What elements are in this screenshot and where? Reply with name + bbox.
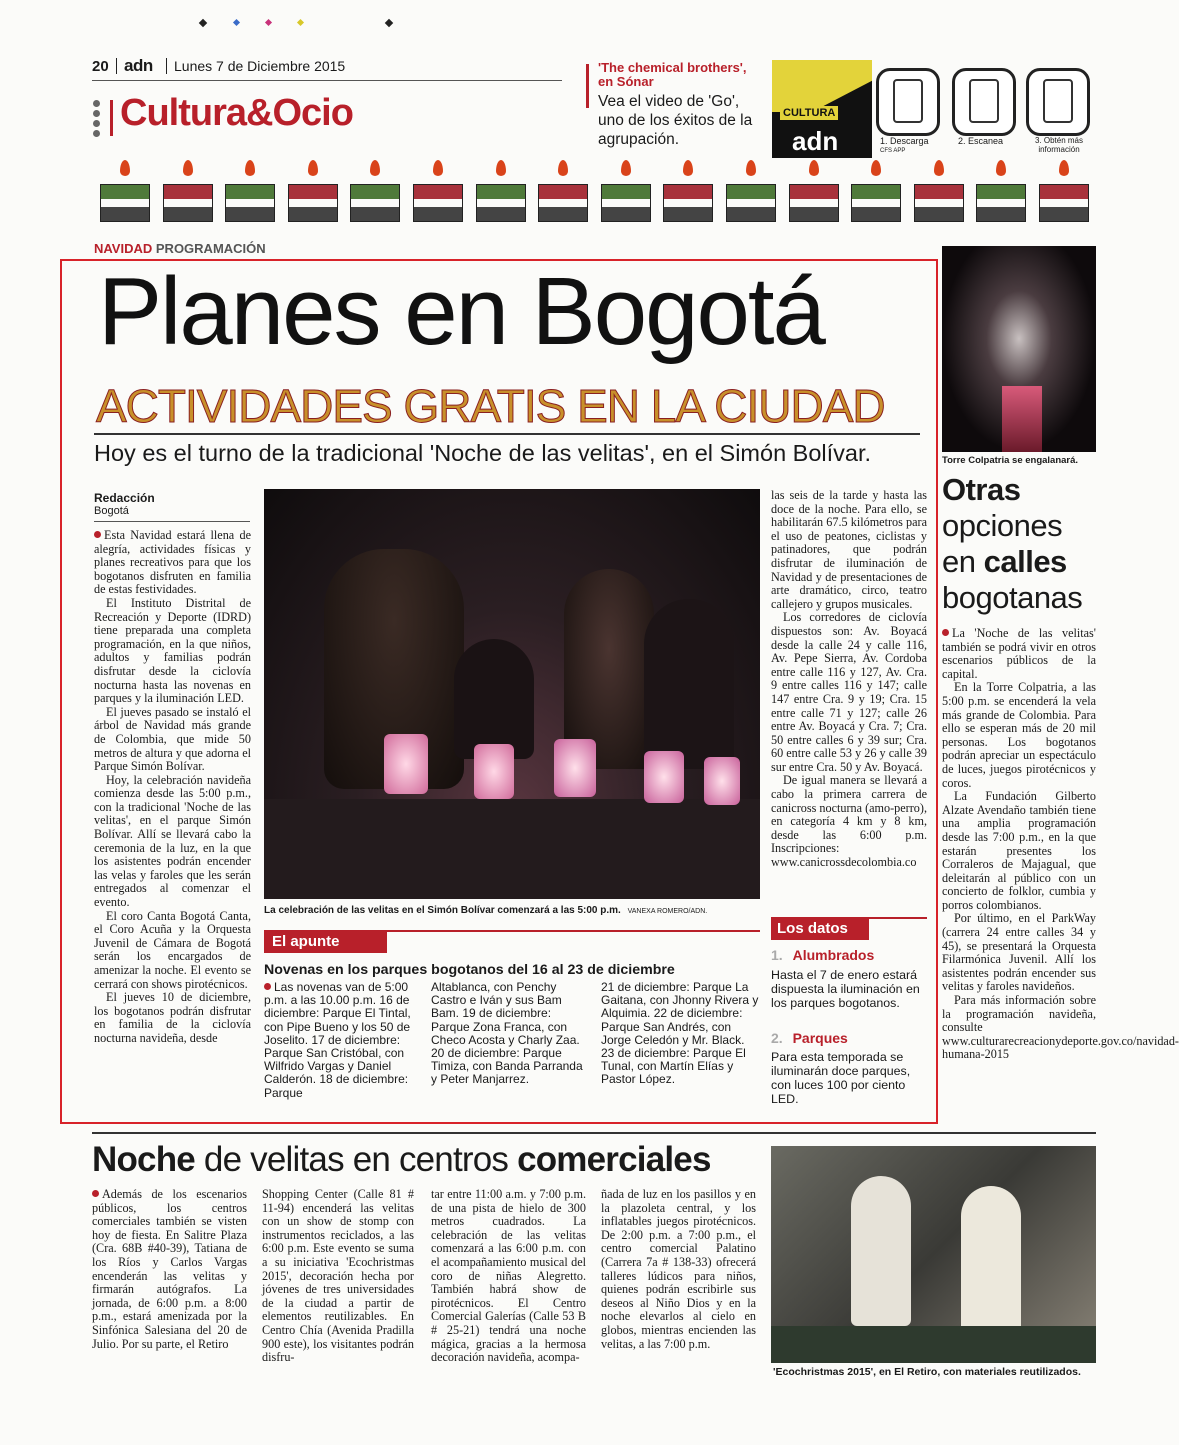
candle-icon	[413, 160, 463, 222]
sidebar-photo-caption: Torre Colpatria se engalanará.	[942, 455, 1079, 466]
candle-icon	[1039, 160, 1089, 222]
bottom-col-2: Shopping Center (Calle 81 # 11-94) encenderá las velitas con un show de stomp con instrumentos reciclados, a las 6:00 p.m. Este evento se suma a su iniciativa 'Ecochristmas 2015', decoración hecha por jóvenes de tres universidades de la ciudad a partir de elementos reutilizables. En Centro Chía (Avenida Pradilla 900 este), los visitantes podrán disfru-	[262, 1187, 414, 1365]
datos-item-1-num: 1.	[771, 947, 783, 963]
page-number: 20	[92, 58, 109, 75]
registration-marks	[200, 20, 400, 30]
promo-title: 'The chemical brothers', en Sónar	[598, 60, 747, 89]
paragraph: Esta Navidad estará llena de alegría, actividades físicas y planes recreativos para que los bogotanos disfruten en familia de estas festividades.	[94, 528, 251, 597]
article-col-1	[94, 529, 251, 1109]
paragraph: El coro Canta Bogotá Canta, el Coro Acuña y la Orquesta Juvenil de Cámara de Bogotá serán los encargados de amenizar la noche. El evento se cerrará con shows pirotécnicos.	[94, 908, 251, 991]
section-bar	[110, 100, 113, 136]
kicker-programacion: PROGRAMACIÓN	[155, 241, 266, 256]
bottom-col-3: tar entre 11:00 a.m. y 7:00 p.m. de una pista de hielo de 300 metros cuadrados. La celebración de las velitas comenzará a las 6:00 p.m. con el acompañamiento musical del coro de niñas Alegretto. También habrá show de pirotécnicos. El Centro Comercial Galerías (Calle 53 B # 25-21) tendrá una noche mágica, gracias a la hermosa decoración navideña, acompa-	[431, 1187, 586, 1365]
bottom-title: Noche de velitas en centros comerciales	[92, 1140, 711, 1179]
promo-text: Vea el video de 'Go', uno de los éxitos de la agrupación.	[598, 93, 753, 148]
header-date: Lunes 7 de Diciembre 2015	[174, 58, 346, 74]
apunte-col-2: Altablanca, con Penchy Castro e Iván y sus Bam Bam. 19 de diciembre: Parque Zona Franca, con Checo Acosta y Charly Zaa. 20 de diciembre: Parque Timiza, con Banda Parranda y Peter Manjarrez.	[431, 980, 583, 1087]
datos-item-1-text: Hasta el 7 de enero estará dispuesta la iluminación en los parques bogotanos.	[771, 968, 920, 1010]
datos-item-1-head: 1. Alumbrados	[771, 947, 875, 963]
datos-item-2-text: Para esta temporada se iluminarán doce parques, con luces 100 por ciento LED.	[771, 1050, 911, 1106]
bottom-col-4: ñada de luz en los pasillos y en la plazoleta central, y los inflatables juegos pirotécnicos. De 2:00 p.m. a 7:00 p.m., el centro comercial Palatino (Carrera 7a # 138-33) ofrecerá talleres lúdicos para niños, quienes podrán escribirle sus deseos al Niño Dios y en la noche elevarlos al cielo en globos, mientras encienden las velitas, a las 7:00 p.m.	[601, 1187, 756, 1351]
bullet-icon	[942, 629, 949, 636]
apunte-label: El apunte	[264, 931, 387, 953]
byline-city: Bogotá	[94, 505, 129, 517]
apunte-col-3: 21 de diciembre: Parque La Gaitana, con Jhonny Rivera y Alquimia. 22 de diciembre: Parque San Andrés, con Jorge Celedón y Mr. Black. 23 de diciembre: Parque El Tunal, con Martín Elías y Pastor López.	[601, 980, 759, 1087]
paragraph: Los corredores de ciclovía dispuestos son: Av. Boyacá desde la calle 24 y calle 116, Av. Pepe Sierra, Av. Cordoba entre calle 116 y 127, Av. Cra. 9 entre calles 116 y 147; calle 147 entre Cra. 9 y 19; Cra. 15 entre calle 71 y 127; calle 26 entre Av. Boyacá y Cra. 7; Cra. 50 entre calles 6 y 39 sur; Cra. 60 entre calle 53 y 26 y calle 39 sur entre Cra. 50 y Av. Boyacá.	[771, 610, 927, 774]
paragraph: Hoy, la celebración navideña comienza desde las 5:00 p.m., con la tradicional 'Noche de las velitas', en el parque Simón Bolívar. Allí se llevará cabo la ceremonia de la luz, en la que los asistentes podrán encender las velas y faroles que les serán entregados al comenzar el evento.	[94, 772, 251, 910]
byline-rule	[94, 521, 250, 522]
candle-icon	[601, 160, 651, 222]
article-col-3	[771, 489, 927, 909]
candle-icon	[914, 160, 964, 222]
step-2-label: 2. Escanea	[958, 136, 1004, 146]
paragraph: La 'Noche de las velitas' también se podrá vivir en otros escenarios públicos de la capital.	[942, 626, 1096, 681]
header-logo: adn	[124, 56, 153, 75]
sidebar-title-4: bogotanas	[942, 580, 1083, 615]
ecochristmas-caption: 'Ecochristmas 2015', en El Retiro, con materiales reutilizados.	[773, 1366, 1081, 1378]
phone-info-icon	[1026, 68, 1090, 136]
candle-icon	[100, 160, 150, 222]
bottom-col-1: Además de los escenarios públicos, los centros comerciales también se visten hoy de fiesta. En Salitre Plaza (Cra. 68B #40-39), Tatiana de los Ríos y Carlos Vargas encenderán las velitas y firmarán autógrafos. La jornada, de 6:00 p.m. a 8:00 p.m., estará amenizada por la Sinfónica Salesiana del 20 de Julio. Por su parte, el Retiro	[92, 1187, 247, 1351]
step-1-label: 1. Descarga	[880, 136, 929, 146]
candle-icon	[663, 160, 713, 222]
candle-icon	[976, 160, 1026, 222]
header-divider	[116, 58, 117, 74]
kicker-navidad: NAVIDAD	[94, 241, 153, 256]
deck-rule	[94, 433, 920, 435]
apunte-title: Novenas en los parques bogotanos del 16 al 23 de diciembre	[264, 962, 675, 978]
cultura-badge[interactable]	[772, 60, 872, 158]
cultura-badge-label: CULTURA	[780, 106, 838, 120]
sidebar-title-3: en calles	[942, 544, 1067, 579]
paragraph: La Fundación Gilberto Alzate Avendaño también tiene una amplia programación desde las 7:00 p.m., en la que estarán presentes los Corraleros de Majagual, que deleitarán al público con un concierto de folklor, cumbia y porros colombianos.	[942, 789, 1096, 912]
bottom-rule	[92, 1132, 1096, 1134]
sidebar-title-1: Otras	[942, 472, 1021, 507]
byline-name: Redacción	[94, 491, 155, 505]
section-title: Cultura&Ocio	[120, 92, 353, 134]
main-subtitle: ACTIVIDADES GRATIS EN LA CIUDAD	[96, 380, 885, 432]
torre-colpatria-photo	[942, 246, 1096, 452]
candle-icon	[726, 160, 776, 222]
candle-icon	[476, 160, 526, 222]
bullet-icon	[92, 1190, 99, 1197]
paragraph: Por último, en el ParkWay (carrera 24 entre calles 34 y 45), se presentará la Orquesta Filarmónica Juvenil. Allí los asistentes podrán encender sus velitas y faroles navideños.	[942, 911, 1096, 994]
candle-icon	[350, 160, 400, 222]
main-deck: Hoy es el turno de la tradicional 'Noche de las velitas', en el Simón Bolívar.	[94, 440, 872, 466]
candle-icon	[225, 160, 275, 222]
kicker	[94, 241, 266, 256]
datos-item-2-num: 2.	[771, 1030, 783, 1046]
header-rule	[92, 80, 562, 81]
candle-icon	[789, 160, 839, 222]
paragraph: El Instituto Distrital de Recreación y Deporte (IDRD) tiene preparada una completa programación, en la que niños, adultos y familias podrán disfrutar desde la ciclovía nocturna hasta las novenas en parques y la iluminación LED.	[94, 595, 251, 706]
apunte-col-1: Las novenas van de 5:00 p.m. a las 10.00 p.m. 16 de diciembre: Parque El Tintal, con Pipe Bueno y los 50 de Joselito. 17 de diciembre: Parque San Cristóbal, con Wilfrido Vargas y Daniel Calderón. 18 de diciembre: Parque	[264, 980, 411, 1100]
candle-icon	[288, 160, 338, 222]
step-3-label: 3. Obtén más información	[1034, 136, 1084, 154]
promo-bar	[586, 64, 589, 108]
datos-item-2-head: 2. Parques	[771, 1030, 848, 1046]
paragraph: El jueves pasado se instaló el árbol de Navidad más grande de Colombia, que mide 50 metros de altura y que adorna el Parque Simón Bolívar.	[94, 704, 251, 774]
sidebar-title-2: opciones	[942, 508, 1063, 543]
photo-credit: VANEXA ROMERO/ADN.	[627, 908, 708, 915]
candle-icon	[851, 160, 901, 222]
paragraph: El jueves 10 de diciembre, los bogotanos podrán disfrutar en familia de la ciclovía nocturna navideña, desde	[94, 990, 251, 1045]
main-photo-caption: La celebración de las velitas en el Simón Bolívar comenzará a las 5:00 p.m. VANEXA ROMERO/ADN.	[264, 905, 708, 916]
cultura-badge-logo: adn	[792, 126, 839, 156]
paragraph: De igual manera se llevará a cabo la primera carrera de canicross nocturna (amo-perro), en categoría 4 km y 8 km, desde las 6:00 p.m. Inscripciones: www.canicrossdecolombia.co	[771, 773, 927, 870]
bullet-icon	[94, 531, 101, 538]
phone-scan-icon	[952, 68, 1016, 136]
paragraph: Para más información sobre la programación navideña, consulte www.culturarecreacionydeporte.gov.co/navidad-humana-2015	[942, 993, 1179, 1062]
phone-download-icon	[876, 68, 940, 136]
main-photo	[264, 489, 760, 899]
candle-icon	[163, 160, 213, 222]
bullet-icon	[264, 983, 271, 990]
paragraph: En la Torre Colpatria, a las 5:00 p.m. se encenderá la vela más grande de Colombia. Para ello se esperan más de 20 mil personas. Los bogotanos podrán apreciar un espectáculo de luces, juegos pirotécnicos y coros.	[942, 680, 1096, 790]
header-divider-2	[166, 58, 167, 74]
sidebar-title	[942, 472, 1102, 616]
datos-label: Los datos	[771, 918, 869, 940]
main-title: Planes en Bogotá	[98, 258, 824, 365]
sidebar-body	[942, 626, 1179, 1107]
store-badges: CFS APP	[880, 148, 906, 154]
candle-icon	[538, 160, 588, 222]
paragraph: las seis de la tarde y hasta las doce de la noche. Para ello, se habilitarán 67.5 kilómetros para el uso de peatones, ciclistas y patinadores, que podrán disfrutar de iluminación de Navidad y de presentaciones de arte dramático, circo, teatro callejero y grupos musicales.	[771, 488, 927, 611]
ecochristmas-photo	[771, 1146, 1096, 1363]
section-dots	[93, 100, 101, 136]
